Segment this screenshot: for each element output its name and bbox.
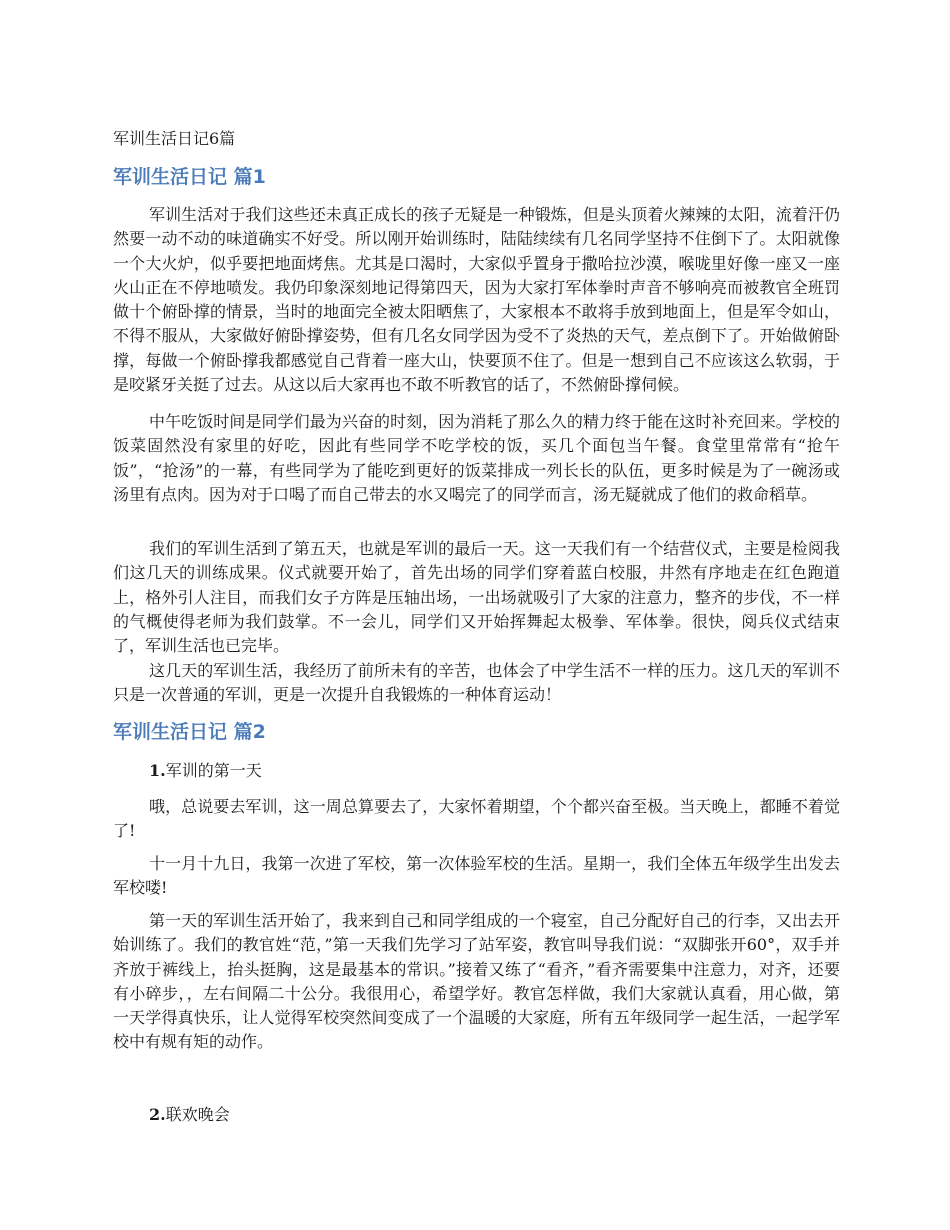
- section-1-paragraph-4: 这几天的军训生活，我经历了前所未有的辛苦，也体会了中学生活不一样的压力。这几天的军训不只是一次普通的军训，更是一次提升自我锻炼的一种体育运动！: [113, 661, 840, 705]
- sub-heading-text: 军训的第一天: [165, 761, 262, 780]
- document-title: 军训生活日记6篇: [113, 129, 236, 148]
- sub-heading-text: 联欢晚会: [165, 1105, 230, 1124]
- section-heading-1: 军训生活日记 篇1: [113, 166, 266, 188]
- sub-heading-number: 1.: [149, 761, 166, 780]
- sub-heading-first-day: [149, 760, 262, 782]
- section-2-paragraph-2: 十一月十九日，我第一次进了军校，第一次体验军校的生活。星期一，我们全体五年级学生出发去军校喽!: [113, 854, 840, 898]
- section-2-paragraph-3: 第一天的军训生活开始了，我来到自己和同学组成的一个寝室，自己分配好自己的行李，又出去开始训练了。我们的教官姓“范，”第一天我们先学习了站军姿，教官叫导我们说：“双脚张开60°，双手并齐放于裤线上，抬头挺胸，这是最基本的常识。”接着又练了“看齐，”看齐需要集中注意力，对齐，还要有小碎步，，左右间隔二十公分。我很用心，希望学好。教官怎样做，我们大家就认真看，用心做，第一天学得真快乐，让人觉得军校突然间变成了一个温暖的大家庭，所有五年级同学一起生活，一起学军校中有规有矩的动作。: [113, 911, 840, 1052]
- sub-heading-evening-party: [149, 1104, 230, 1126]
- section-1-paragraph-1: 军训生活对于我们这些还未真正成长的孩子无疑是一种锻炼，但是头顶着火辣辣的太阳，流着汗仍然要一动不动的味道确实不好受。所以刚开始训练时，陆陆续续有几名同学坚持不住倒下了。太阳就像一个大火炉，似乎要把地面烤焦。尤其是口渴时，大家似乎置身于撒哈拉沙漠，喉咙里好像一座又一座火山正在不停地喷发。我仍印象深刻地记得第四天，因为大家打军体拳时声音不够响亮而被教官全班罚做十个俯卧撑的情景，当时的地面完全被太阳晒焦了，大家根本不敢将手放到地面上，但是军令如山，不得不服从，大家做好俯卧撑姿势，但有几名女同学因为受不了炎热的天气，差点倒下了。开始做俯卧撑，每做一个俯卧撑我都感觉自己背着一座大山，快要顶不住了。但是一想到自己不应该这么软弱，于是咬紧牙关挺了过去。从这以后大家再也不敢不听教官的话了，不然俯卧撑伺候。: [113, 205, 840, 395]
- section-2-paragraph-1: 哦，总说要去军训，这一周总算要去了，大家怀着期望，个个都兴奋至极。当天晚上，都睡不着觉了!: [113, 797, 840, 841]
- sub-heading-number: 2.: [149, 1105, 166, 1124]
- section-heading-2: 军训生活日记 篇2: [113, 721, 266, 743]
- section-1-paragraph-3: 我们的军训生活到了第五天，也就是军训的最后一天。这一天我们有一个结营仪式，主要是检阅我们这几天的训练成果。仪式就要开始了，首先出场的同学们穿着蓝白校服，井然有序地走在红色跑道上，格外引人注目，而我们女子方阵是压轴出场，一出场就吸引了大家的注意力，整齐的步伐，不一样的气概使得老师为我们鼓掌。不一会儿，同学们又开始挥舞起太极拳、军体拳。很快，阅兵仪式结束了，军训生活也已完毕。: [113, 539, 840, 656]
- section-1-paragraph-2: 中午吃饭时间是同学们最为兴奋的时刻，因为消耗了那么久的精力终于能在这时补充回来。学校的饭菜固然没有家里的好吃，因此有些同学不吃学校的饭，买几个面包当午餐。食堂里常常有“抢午饭”，“抢汤”的一幕，有些同学为了能吃到更好的饭菜排成一列长长的队伍，更多时候是为了一碗汤或汤里有点肉。因为对于口喝了而自己带去的水又喝完了的同学而言，汤无疑就成了他们的救命稻草。: [113, 412, 840, 504]
